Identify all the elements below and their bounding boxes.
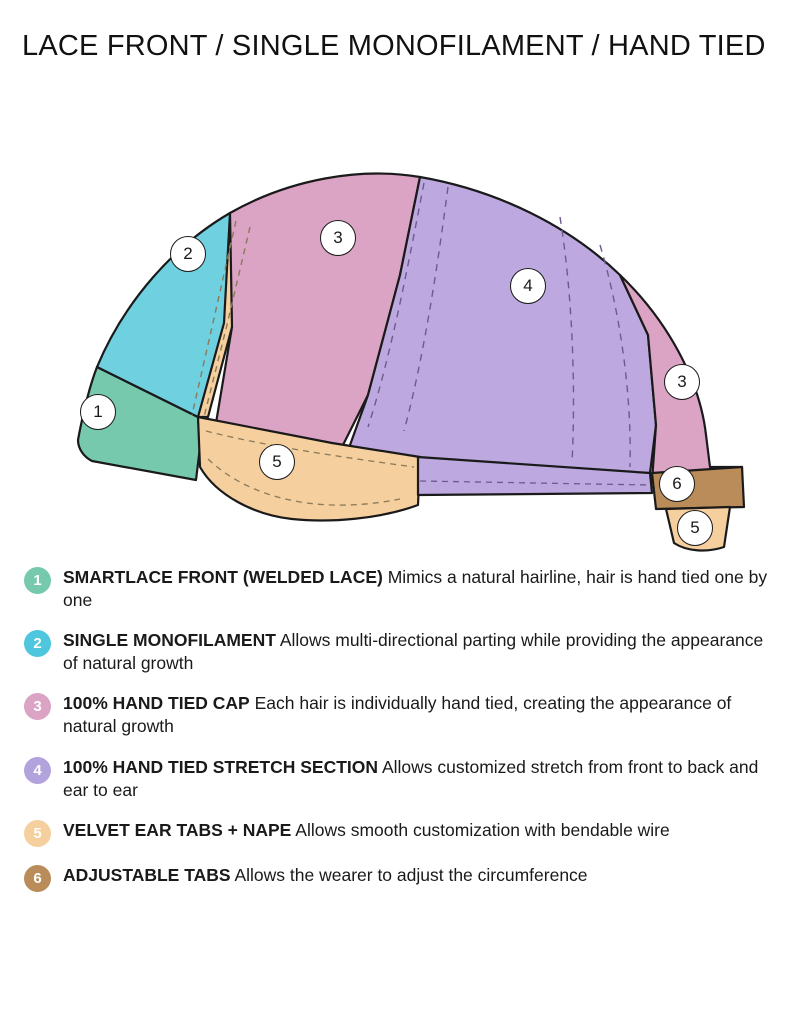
legend-badge-4: 4	[24, 757, 51, 784]
legend	[24, 566, 780, 909]
legend-item	[24, 756, 780, 802]
legend-item	[24, 819, 780, 847]
callout-2: 2	[170, 236, 206, 272]
legend-badge-2: 2	[24, 630, 51, 657]
legend-item	[24, 629, 780, 675]
callout-5-nape: 5	[677, 510, 713, 546]
legend-label-1: SMARTLACE FRONT (WELDED LACE)	[63, 567, 383, 587]
legend-badge-6: 6	[24, 865, 51, 892]
callout-1: 1	[80, 394, 116, 430]
legend-text-3	[63, 692, 773, 738]
callout-3-back: 3	[664, 364, 700, 400]
legend-item	[24, 864, 780, 892]
legend-text-4	[63, 756, 773, 802]
legend-item	[24, 566, 780, 612]
callout-4: 4	[510, 268, 546, 304]
legend-desc-5: Allows smooth customization with bendable wire	[295, 819, 670, 840]
legend-desc-4: Allows customized stretch from front to back and ear to ear	[63, 756, 759, 800]
legend-text-1	[63, 566, 773, 612]
callout-5-ear: 5	[259, 444, 295, 480]
legend-label-6: ADJUSTABLE TABS	[63, 864, 231, 885]
legend-label-3: 100% HAND TIED CAP	[63, 693, 250, 714]
legend-label-2: SINGLE MONOFILAMENT	[63, 630, 276, 651]
callout-3-top: 3	[320, 220, 356, 256]
legend-text-2	[63, 629, 773, 675]
wig-cap-diagram	[0, 95, 800, 565]
page-title: LACE FRONT / SINGLE MONOFILAMENT / HAND TIED	[22, 30, 766, 62]
callout-6: 6	[659, 466, 695, 502]
legend-desc-1: Mimics a natural hairline, hair is hand tied one by one	[63, 567, 768, 611]
legend-desc-3: Each hair is individually hand tied, creating the appearance of natural growth	[63, 693, 732, 737]
legend-badge-5: 5	[24, 820, 51, 847]
legend-text-5	[63, 819, 670, 842]
legend-badge-3: 3	[24, 693, 51, 720]
legend-desc-2: Allows multi-directional parting while providing the appearance of natural growth	[63, 630, 764, 674]
legend-label-4: 100% HAND TIED STRETCH SECTION	[63, 756, 379, 777]
legend-item	[24, 692, 780, 738]
legend-desc-6: Allows the wearer to adjust the circumference	[234, 864, 588, 885]
legend-text-6	[63, 864, 588, 887]
legend-badge-1: 1	[24, 567, 51, 594]
legend-label-5: VELVET EAR TABS + NAPE	[63, 819, 292, 840]
